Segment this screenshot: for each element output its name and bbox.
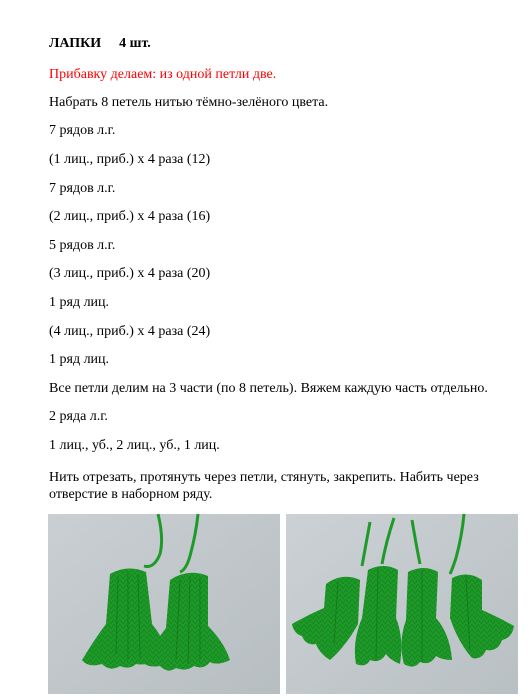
instruction-line: 2 ряда л.г. bbox=[49, 409, 108, 424]
instruction-line: 5 рядов л.г. bbox=[49, 238, 116, 253]
instruction-line: (4 лиц., приб.) х 4 раза (24) bbox=[49, 324, 211, 339]
instruction-line: (3 лиц., приб.) х 4 раза (20) bbox=[49, 266, 211, 281]
instruction-line: 7 рядов л.г. bbox=[49, 123, 116, 138]
instruction-line: 1 лиц., уб., 2 лиц., уб., 1 лиц. bbox=[49, 438, 220, 453]
instruction-line: 1 ряд лиц. bbox=[49, 352, 110, 367]
instruction-line: Все петли делим на 3 части (по 8 петель). Вяжем каждую часть отдельно. bbox=[49, 381, 488, 396]
instruction-line: (2 лиц., приб.) х 4 раза (16) bbox=[49, 209, 211, 224]
instruction-line: Набрать 8 петель нитью тёмно-зелёного цвета. bbox=[49, 95, 329, 110]
photo-strip bbox=[48, 514, 518, 694]
heading-title: ЛАПКИ bbox=[49, 36, 102, 51]
finishing-paragraph: Нить отрезать, протянуть через петли, стянуть, закрепить. Набить через отверстие в наборном ряду. bbox=[49, 470, 479, 502]
instruction-line: (1 лиц., приб.) х 4 раза (12) bbox=[49, 152, 211, 167]
instruction-line: 7 рядов л.г. bbox=[49, 181, 116, 196]
photo-four-paws bbox=[286, 514, 518, 694]
instruction-line: 1 ряд лиц. bbox=[49, 295, 110, 310]
photo-two-paws bbox=[48, 514, 280, 694]
increase-note: Прибавку делаем: из одной петли две. bbox=[49, 67, 277, 82]
section-heading bbox=[49, 36, 151, 52]
heading-quantity: 4 шт. bbox=[119, 36, 151, 51]
